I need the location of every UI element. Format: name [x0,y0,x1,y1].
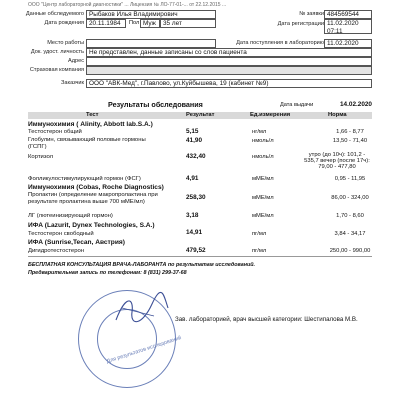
reg-date-field: 11.02.2020 07:11 [324,19,372,34]
test-norm: 3,84 - 34,17 [334,231,366,237]
sex-label: Пол [129,20,140,26]
test-result: 41,90 [186,137,202,144]
section-title: Иммунохимия (Cobas, Roche Diagnostics) [28,184,164,191]
test-norm: 0,95 - 11,95 [334,176,366,182]
test-name: ЛГ (лютеинизирующий гормон) [28,213,113,219]
table-header [28,112,372,119]
test-name: Пролактин (определение макропролактина при результате пролактина выше 700 мМЕ/мл) [28,192,158,205]
test-unit: нмоль/л [252,138,274,144]
insurer-field [86,66,372,75]
col-result: Результат [186,112,215,118]
test-name: Тестостерон общий [28,129,82,135]
test-result: 3,18 [186,212,199,219]
test-norm: утро (до 10ч): 101,2 - 535,7 вечер (после 17ч): 79,00 - 477,80 [304,152,370,171]
address-label: Адрес [67,58,84,64]
test-result: 479,52 [186,247,206,254]
customer-field: ООО "АВК-Мед", г.Павлово, ул.Куйбышева, 19 (кабинет №9) [86,79,372,88]
col-norm: Норма [328,112,347,118]
sample-no-label: № заявки [299,11,324,17]
test-unit: пг/мл [252,231,267,237]
test-unit: нмоль/л [252,154,274,160]
test-name: Фолликулостимулирующий гормон (ФСГ) [28,176,141,182]
test-name: Тестостерон свободный [28,231,94,237]
col-unit: Ед.измерения [250,112,291,118]
lab-date-field: 11.02.2020 [324,39,372,48]
age-field: 35 лет [160,19,216,28]
divider [28,256,372,257]
work-label: Место работы [47,40,84,46]
dob-field: 20.11.1984 [86,19,126,28]
consultation-note: БЕСПЛАТНАЯ КОНСУЛЬТАЦИЯ ВРАЧА-ЛАБОРАНТА по результатам исследований. [28,262,256,268]
address-field [86,57,372,66]
test-name: Глобулин, связывающий половые гормоны (ГСПГ) [28,137,146,150]
test-norm: 1,70 - 8,60 [336,213,364,219]
issue-date: 14.02.2020 [340,101,372,108]
test-unit: мМЕ/мл [252,176,274,182]
test-result: 258,30 [186,194,206,201]
section-title: ИФА (Lazurit, Dynex Technologies, S.A.) [28,222,155,229]
test-unit: мМЕ/мл [252,195,274,201]
test-result: 4,91 [186,175,199,182]
test-result: 432,40 [186,153,206,160]
patient-field: Рыбаков Илья Владимирович [86,10,216,19]
insurer-label: Страховая компания [29,67,84,73]
test-norm: 86,00 - 324,00 [331,195,369,201]
test-name: Кортизол [28,154,54,160]
id-doc-field: Не представлен, данные записаны со слов пациента [86,48,372,57]
test-result: 5,15 [186,128,199,135]
test-unit: мМЕ/мл [252,213,274,219]
reg-date-label: Дата регистрации [277,21,324,27]
sample-no-field: 484569544 [324,10,372,19]
work-field [86,39,216,48]
dob-label: Дата рождения [44,20,84,26]
test-unit: нг/мл [252,129,267,135]
lab-date-label: Дата поступления в лабораторию [236,40,324,46]
test-result: 14,91 [186,229,202,236]
test-norm: 1,66 - 8,77 [336,129,364,135]
results-title: Результаты обследования [108,100,203,109]
patient-label: Данные обследуемого [25,11,84,17]
section-title: ИФА (Sunrise,Tecan, Австрия) [28,239,125,246]
phone-note: Предварительная запись по телефонам: 8 (831) 299-37-68 [28,270,187,276]
col-test: Тест [86,112,99,118]
section-title: Иммунохимия ( Alinity, Abbott lab.S.A.) [28,121,153,128]
issue-date-label: Дата выдачи [280,102,314,108]
customer-label: Заказчик [61,80,84,86]
test-unit: пг/мл [252,248,267,254]
test-name: Дигидротестостерон [28,248,84,254]
test-norm: 250,00 - 990,00 [329,248,371,254]
test-norm: 13,50 - 71,40 [332,138,368,144]
signature-line: Зав. лабораторией, врач высшей категории: Шестипалова М.В. [175,316,358,323]
sex-field: Муж [140,19,160,28]
top-line: ООО "Центр лабораторной диагностики" ... Лицензия № ЛО-77-01-... от 22.12.2015 ... [28,2,227,8]
signature-scribble [112,290,172,330]
stamp-text: Для результатов исследований [105,335,183,365]
id-doc-label: Док. удост. личность [30,49,84,55]
